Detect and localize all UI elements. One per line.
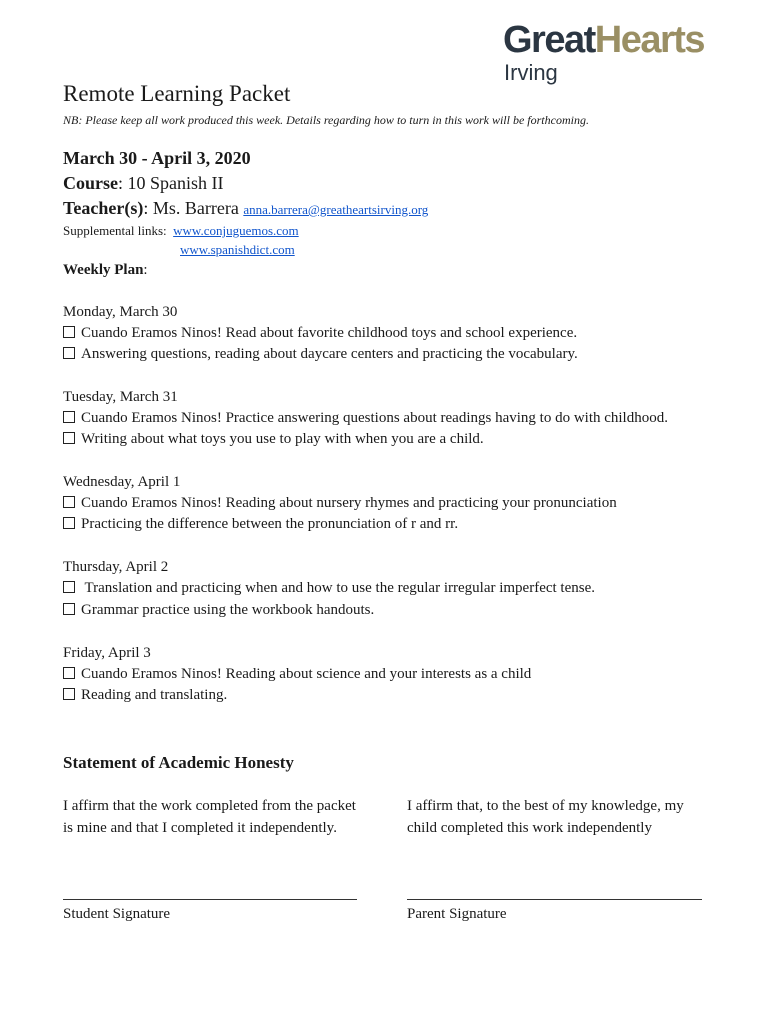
checkbox[interactable] [63,667,75,679]
checkbox[interactable] [63,688,75,700]
task-item: Translation and practicing when and how to use the regular irregular imperfect tense. [63,578,595,598]
day-heading-wednesday: Wednesday, April 1 [63,474,181,490]
course-value: 10 Spanish II [123,173,224,193]
student-signature-line[interactable] [63,899,357,900]
logo-hearts: Hearts [594,19,705,61]
weekly-plan-label: Weekly Plan: [63,262,148,278]
course-label: Course [63,173,118,193]
checkbox[interactable] [63,603,75,615]
task-item: Grammar practice using the workbook handouts. [63,600,374,620]
checkbox[interactable] [63,411,75,423]
date-range: March 30 - April 3, 2020 [63,148,251,168]
task-item: Cuando Eramos Ninos! Reading about nursery rhymes and practicing your pronunciation [63,493,617,513]
checkbox[interactable] [63,496,75,508]
course-line: Course: 10 Spanish II [63,173,224,193]
nb-note: NB: Please keep all work produced this week. Details regarding how to turn in this work will be forthcoming. [63,113,589,127]
teacher-email-link[interactable]: anna.barrera@greatheartsirving.org [243,202,429,217]
task-item: Writing about what toys you use to play with when you are a child. [63,429,484,449]
day-heading-thursday: Thursday, April 2 [63,559,169,575]
day-heading-tuesday: Tuesday, March 31 [63,389,178,405]
parent-signature-line[interactable] [407,899,702,900]
conjuguemos-link[interactable]: www.conjuguemos.com [173,223,299,238]
checkbox[interactable] [63,517,75,529]
supplemental-label: Supplemental links: [63,223,167,238]
checkbox[interactable] [63,347,75,359]
page-title: Remote Learning Packet [63,81,291,106]
day-heading-friday: Friday, April 3 [63,645,151,661]
teacher-label: Teacher(s) [63,198,144,218]
parent-signature-label: Parent Signature [407,906,507,922]
teacher-name: Ms. Barrera [148,198,244,218]
task-item: Reading and translating. [63,685,227,705]
task-item: Cuando Eramos Ninos! Reading about science and your interests as a child [63,664,531,684]
logo-irving: Irving [504,60,558,85]
task-item: Practicing the difference between the pronunciation of r and rr. [63,514,458,534]
checkbox[interactable] [63,432,75,444]
checkbox[interactable] [63,581,75,593]
teacher-line: Teacher(s): Ms. Barrera anna.barrera@greatheartsirving.org [63,198,429,218]
spanishdict-link[interactable]: www.spanishdict.com [180,242,295,257]
greathearts-logo [503,20,708,90]
student-affirmation: I affirm that the work completed from the packet is mine and that I completed it independently. [63,798,356,836]
parent-affirmation: I affirm that, to the best of my knowledge, my child completed this work independently [407,798,684,836]
supplemental-links [63,222,299,240]
statement-heading: Statement of Academic Honesty [63,753,294,772]
day-heading-monday: Monday, March 30 [63,304,178,320]
task-item: Cuando Eramos Ninos! Read about favorite childhood toys and school experience. [63,323,577,343]
student-signature-label: Student Signature [63,906,171,922]
task-item: Cuando Eramos Ninos! Practice answering questions about readings having to do with childhood. [63,408,668,428]
task-item: Answering questions, reading about daycare centers and practicing the vocabulary. [63,344,578,364]
logo-great: Great [503,19,595,61]
checkbox[interactable] [63,326,75,338]
